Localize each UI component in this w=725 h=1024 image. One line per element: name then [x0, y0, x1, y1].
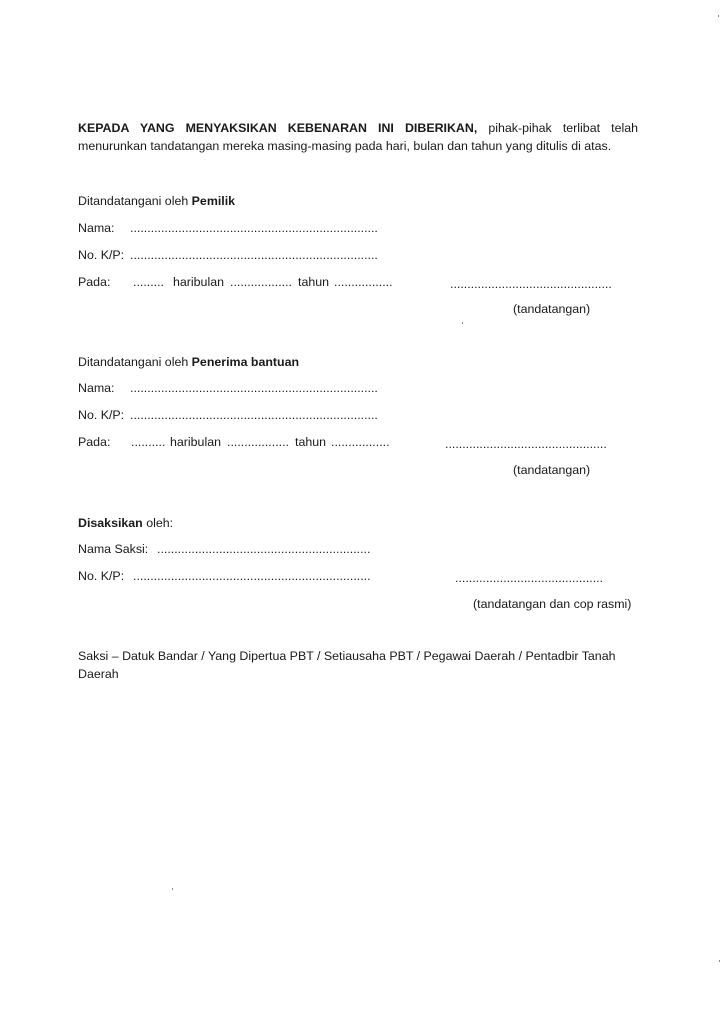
- intro-lead: KEPADA YANG MENYAKSIKAN KEBENARAN INI DIBERIKAN,: [78, 121, 478, 135]
- recipient-year-field[interactable]: .................: [331, 435, 390, 449]
- witness-ic-field[interactable]: .....................................................................: [133, 569, 371, 583]
- footnote-line-2: Daerah: [78, 667, 119, 681]
- witness-heading: [78, 515, 173, 531]
- intro-paragraph: [78, 120, 638, 156]
- scan-speck: [462, 322, 463, 324]
- scan-speck: [172, 888, 173, 890]
- witness-name-label: Nama Saksi:: [78, 542, 149, 556]
- witness-heading-bold: Disaksikan: [78, 516, 143, 530]
- owner-year-field[interactable]: .................: [334, 275, 393, 289]
- owner-heading-bold: Pemilik: [191, 194, 236, 208]
- owner-month-field[interactable]: ..................: [230, 275, 292, 289]
- recipient-name-field[interactable]: ........................................................................: [130, 381, 378, 395]
- recipient-ic-label: No. K/P:: [78, 408, 125, 422]
- owner-name-field[interactable]: ........................................................................: [130, 221, 378, 235]
- recipient-day-label: haribulan: [170, 435, 221, 449]
- recipient-signature-caption: (tandatangan): [513, 463, 591, 477]
- owner-signature-caption: (tandatangan): [513, 302, 591, 316]
- recipient-heading-prefix: Ditandatangani oleh: [78, 355, 192, 369]
- footnote-line-1: Saksi – Datuk Bandar / Yang Dipertua PBT / Setiausaha PBT / Pegawai Daerah / Pentadbir Tanah: [78, 649, 616, 663]
- recipient-heading: [78, 354, 299, 370]
- witness-signature-field[interactable]: ...........................................: [455, 571, 604, 585]
- owner-day-label: haribulan: [173, 275, 224, 289]
- owner-ic-field[interactable]: ........................................................................: [130, 248, 378, 262]
- owner-signature-field[interactable]: ...............................................: [450, 277, 612, 291]
- owner-heading-prefix: Ditandatangani oleh: [78, 194, 192, 208]
- recipient-heading-bold: Penerima bantuan: [191, 355, 300, 369]
- recipient-ic-field[interactable]: ........................................................................: [130, 408, 378, 422]
- recipient-day-field[interactable]: ..........: [131, 435, 166, 449]
- owner-heading: [78, 193, 235, 209]
- owner-date-label: Pada:: [78, 275, 111, 289]
- owner-day-field[interactable]: .........: [133, 275, 164, 289]
- recipient-date-label: Pada:: [78, 435, 111, 449]
- scan-speck: [718, 15, 719, 17]
- recipient-name-label: Nama:: [78, 381, 115, 395]
- witness-ic-label: No. K/P:: [78, 569, 125, 583]
- owner-year-label: tahun: [298, 275, 330, 289]
- intro-rest: pihak-pihak terlibat telah menurunkan tandatangan mereka masing-masing pada hari, bulan dan tahun yang ditulis di atas.: [78, 121, 638, 153]
- recipient-month-field[interactable]: ..................: [227, 435, 289, 449]
- owner-name-label: Nama:: [78, 221, 115, 235]
- scan-speck: [719, 960, 720, 962]
- witness-heading-suffix: oleh:: [142, 516, 174, 530]
- recipient-signature-field[interactable]: ...............................................: [445, 437, 607, 451]
- witness-name-field[interactable]: ..............................................................: [157, 542, 371, 556]
- owner-ic-label: No. K/P:: [78, 248, 125, 262]
- witness-signature-caption: (tandatangan dan cop rasmi): [473, 597, 632, 611]
- recipient-year-label: tahun: [295, 435, 327, 449]
